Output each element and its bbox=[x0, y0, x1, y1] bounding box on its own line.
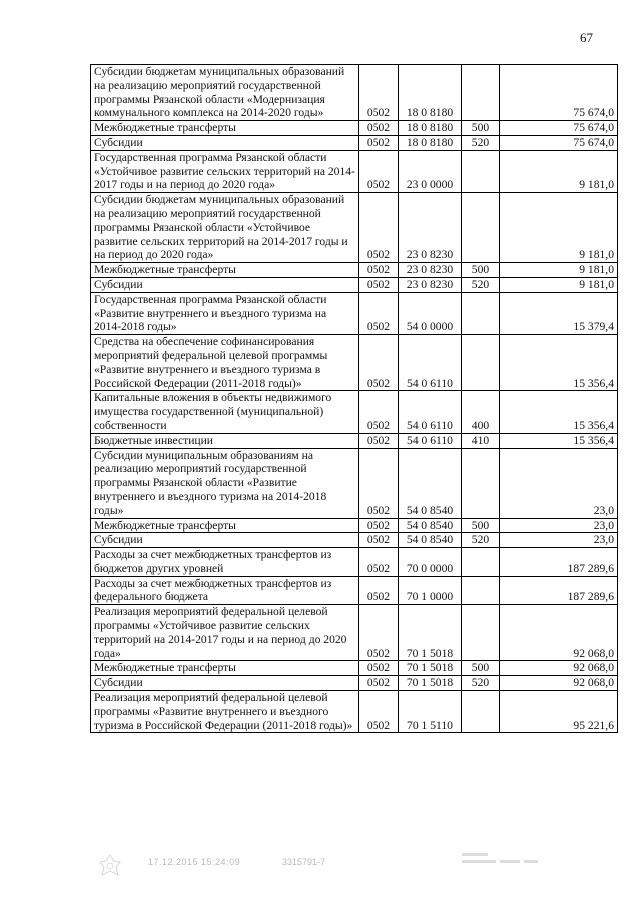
name-cell: Межбюджетные трансферты bbox=[91, 121, 359, 136]
target-article-cell: 18 0 8180 bbox=[399, 121, 462, 136]
target-article-cell: 54 0 6110 bbox=[399, 433, 462, 448]
expense-type-cell: 500 bbox=[462, 661, 500, 676]
expense-type-cell bbox=[462, 605, 500, 661]
expense-type-cell bbox=[462, 292, 500, 334]
expense-type-cell bbox=[462, 193, 500, 263]
amount-cell: 9 181,0 bbox=[500, 150, 618, 192]
section-code-cell: 0502 bbox=[359, 335, 399, 391]
table-row bbox=[91, 533, 618, 548]
expense-type-cell: 520 bbox=[462, 277, 500, 292]
table-row bbox=[91, 135, 618, 150]
target-article-cell: 23 0 8230 bbox=[399, 277, 462, 292]
name-cell: Субсидии bbox=[91, 676, 359, 691]
name-cell: Субсидии бюджетам муниципальных образований на реализацию мероприятий государственной программы Рязанской области «Устойчивое развитие сельских территорий на 2014-2017 годы и на период до 2020 года» bbox=[91, 193, 359, 263]
target-article-cell: 70 0 0000 bbox=[399, 548, 462, 577]
target-article-cell: 23 0 0000 bbox=[399, 150, 462, 192]
footer-timestamp: 17.12.2015 15:24:09 bbox=[148, 857, 241, 867]
name-cell: Бюджетные инвестиции bbox=[91, 433, 359, 448]
amount-cell: 23,0 bbox=[500, 518, 618, 533]
name-cell: Субсидии bbox=[91, 277, 359, 292]
amount-cell: 75 674,0 bbox=[500, 121, 618, 136]
section-code-cell: 0502 bbox=[359, 533, 399, 548]
amount-cell: 75 674,0 bbox=[500, 135, 618, 150]
section-code-cell: 0502 bbox=[359, 135, 399, 150]
table-row bbox=[91, 65, 618, 121]
target-article-cell: 54 0 6110 bbox=[399, 391, 462, 433]
table-row bbox=[91, 605, 618, 661]
amount-cell: 92 068,0 bbox=[500, 605, 618, 661]
section-code-cell: 0502 bbox=[359, 391, 399, 433]
amount-cell: 23,0 bbox=[500, 533, 618, 548]
section-code-cell: 0502 bbox=[359, 277, 399, 292]
name-cell: Субсидии bbox=[91, 533, 359, 548]
emblem-watermark-icon bbox=[96, 853, 124, 881]
table-row bbox=[91, 676, 618, 691]
target-article-cell: 54 0 8540 bbox=[399, 518, 462, 533]
expense-type-cell: 500 bbox=[462, 121, 500, 136]
target-article-cell: 54 0 6110 bbox=[399, 335, 462, 391]
amount-cell: 9 181,0 bbox=[500, 263, 618, 278]
section-code-cell: 0502 bbox=[359, 605, 399, 661]
target-article-cell: 18 0 8180 bbox=[399, 65, 462, 121]
expense-type-cell bbox=[462, 65, 500, 121]
target-article-cell: 54 0 8540 bbox=[399, 448, 462, 518]
table-row bbox=[91, 433, 618, 448]
name-cell: Реализация мероприятий федеральной целевой программы «Развитие внутреннего и въездного туризма в Российской Федерации (2011-2018 годы)» bbox=[91, 691, 359, 733]
section-code-cell: 0502 bbox=[359, 676, 399, 691]
name-cell: Капитальные вложения в объекты недвижимого имущества государственной (муниципальной) собственности bbox=[91, 391, 359, 433]
name-cell: Средства на обеспечение софинансирования мероприятий федеральной целевой программы «Развитие внутреннего и въездного туризма в Российской Федерации (2011-2018 годы)» bbox=[91, 335, 359, 391]
section-code-cell: 0502 bbox=[359, 193, 399, 263]
name-cell: Субсидии bbox=[91, 135, 359, 150]
expense-type-cell bbox=[462, 691, 500, 733]
expense-type-cell: 500 bbox=[462, 263, 500, 278]
name-cell: Государственная программа Рязанской области «Развитие внутреннего и въездного туризма на 2014-2018 годы» bbox=[91, 292, 359, 334]
target-article-cell: 23 0 8230 bbox=[399, 263, 462, 278]
table-row bbox=[91, 150, 618, 192]
budget-table bbox=[90, 64, 618, 733]
name-cell: Государственная программа Рязанской области «Устойчивое развитие сельских территорий на 2014-2017 годы и на период до 2020 года» bbox=[91, 150, 359, 192]
name-cell: Субсидии бюджетам муниципальных образований на реализацию мероприятий государственной программы Рязанской области «Модернизация коммунального комплекса на 2014-2020 годы» bbox=[91, 65, 359, 121]
target-article-cell: 54 0 0000 bbox=[399, 292, 462, 334]
name-cell: Субсидии муниципальным образованиям на реализацию мероприятий государственной программы Рязанской области «Развитие внутреннего и въездного туризма на 2014-2018 годы» bbox=[91, 448, 359, 518]
section-code-cell: 0502 bbox=[359, 661, 399, 676]
section-code-cell: 0502 bbox=[359, 518, 399, 533]
section-code-cell: 0502 bbox=[359, 150, 399, 192]
target-article-cell: 70 1 5018 bbox=[399, 661, 462, 676]
section-code-cell: 0502 bbox=[359, 263, 399, 278]
amount-cell: 15 356,4 bbox=[500, 335, 618, 391]
table-row bbox=[91, 691, 618, 733]
amount-cell: 15 356,4 bbox=[500, 391, 618, 433]
expense-type-cell: 500 bbox=[462, 518, 500, 533]
section-code-cell: 0502 bbox=[359, 576, 399, 605]
table-row bbox=[91, 263, 618, 278]
table-row bbox=[91, 518, 618, 533]
name-cell: Реализация мероприятий федеральной целевой программы «Устойчивое развитие сельских территорий на 2014-2017 годы и на период до 2020 года» bbox=[91, 605, 359, 661]
table-row bbox=[91, 335, 618, 391]
name-cell: Межбюджетные трансферты bbox=[91, 661, 359, 676]
target-article-cell: 18 0 8180 bbox=[399, 135, 462, 150]
expense-type-cell: 410 bbox=[462, 433, 500, 448]
table-row bbox=[91, 292, 618, 334]
name-cell: Расходы за счет межбюджетных трансфертов из федерального бюджета bbox=[91, 576, 359, 605]
table-row bbox=[91, 661, 618, 676]
name-cell: Расходы за счет межбюджетных трансфертов из бюджетов других уровней bbox=[91, 548, 359, 577]
target-article-cell: 70 1 0000 bbox=[399, 576, 462, 605]
amount-cell: 92 068,0 bbox=[500, 661, 618, 676]
table-row bbox=[91, 548, 618, 577]
target-article-cell: 54 0 8540 bbox=[399, 533, 462, 548]
expense-type-cell bbox=[462, 576, 500, 605]
section-code-cell: 0502 bbox=[359, 65, 399, 121]
name-cell: Межбюджетные трансферты bbox=[91, 263, 359, 278]
table-row bbox=[91, 448, 618, 518]
table-row bbox=[91, 277, 618, 292]
amount-cell: 92 068,0 bbox=[500, 676, 618, 691]
section-code-cell: 0502 bbox=[359, 548, 399, 577]
footer-stamp-watermark bbox=[462, 851, 546, 872]
section-code-cell: 0502 bbox=[359, 121, 399, 136]
expense-type-cell: 400 bbox=[462, 391, 500, 433]
section-code-cell: 0502 bbox=[359, 691, 399, 733]
footer-document-code: 3315791-7 bbox=[282, 857, 326, 867]
target-article-cell: 23 0 8230 bbox=[399, 193, 462, 263]
expense-type-cell bbox=[462, 448, 500, 518]
amount-cell: 75 674,0 bbox=[500, 65, 618, 121]
section-code-cell: 0502 bbox=[359, 448, 399, 518]
amount-cell: 15 356,4 bbox=[500, 433, 618, 448]
budget-table-body bbox=[91, 65, 618, 733]
section-code-cell: 0502 bbox=[359, 292, 399, 334]
table-row bbox=[91, 576, 618, 605]
expense-type-cell bbox=[462, 150, 500, 192]
stamp-lines-icon bbox=[462, 851, 546, 869]
section-code-cell: 0502 bbox=[359, 433, 399, 448]
target-article-cell: 70 1 5018 bbox=[399, 676, 462, 691]
amount-cell: 95 221,6 bbox=[500, 691, 618, 733]
amount-cell: 187 289,6 bbox=[500, 576, 618, 605]
expense-type-cell: 520 bbox=[462, 676, 500, 691]
target-article-cell: 70 1 5110 bbox=[399, 691, 462, 733]
table-row bbox=[91, 121, 618, 136]
amount-cell: 23,0 bbox=[500, 448, 618, 518]
expense-type-cell: 520 bbox=[462, 135, 500, 150]
page-number: 67 bbox=[580, 30, 593, 45]
target-article-cell: 70 1 5018 bbox=[399, 605, 462, 661]
expense-type-cell bbox=[462, 548, 500, 577]
amount-cell: 187 289,6 bbox=[500, 548, 618, 577]
table-row bbox=[91, 193, 618, 263]
expense-type-cell bbox=[462, 335, 500, 391]
name-cell: Межбюджетные трансферты bbox=[91, 518, 359, 533]
amount-cell: 15 379,4 bbox=[500, 292, 618, 334]
expense-type-cell: 520 bbox=[462, 533, 500, 548]
amount-cell: 9 181,0 bbox=[500, 193, 618, 263]
amount-cell: 9 181,0 bbox=[500, 277, 618, 292]
table-row bbox=[91, 391, 618, 433]
